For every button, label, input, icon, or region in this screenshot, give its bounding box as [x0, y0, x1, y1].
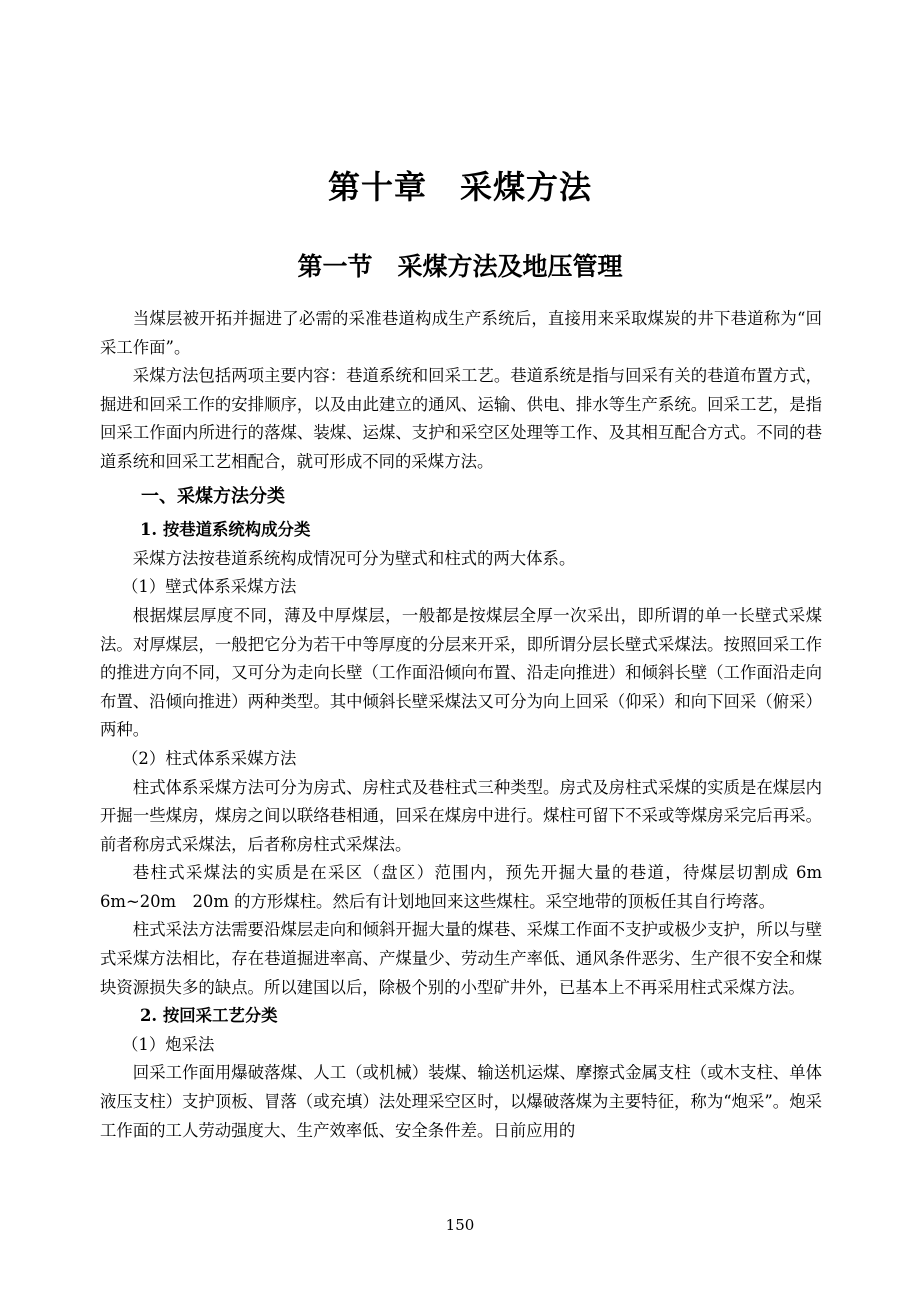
chapter-title: 第十章 采煤方法	[327, 168, 592, 206]
paragraph: 巷柱式采煤法的实质是在采区（盘区）范围内，预先开掘大量的巷道，待煤层切割成 6m 6m~20m 20m 的方形煤柱。然后有计划地回来这些煤柱。采空地带的顶板任其自行垮落。	[100, 863, 855, 911]
paragraph: 根据煤层厚度不同，薄及中厚煤层，一般都是按煤层全厚一次采出，即所谓的单一长壁式采煤法。对厚煤层，一般把它分为若干中等厚度的分层来开采，即所谓分层长壁式采煤法。按照回采工作的推进方向不同，又可分为走向长壁（工作面沿倾向布置、沿走向推进）和倾斜长壁（工作面沿走向布置、沿倾向推进）两种类型。其中倾斜长壁采煤法又可分为向上回采（仰采）和向下回采（俯采）两种。	[100, 605, 822, 740]
page-number: 150	[445, 1216, 475, 1234]
paragraph: 当煤层被开拓并掘进了必需的采准巷道构成生产系统后，直接用来采取煤炭的井下巷道称为“回采工作面”。	[100, 309, 822, 357]
paragraph: 柱式采法方法需要沿煤层走向和倾斜开掘大量的煤巷、采煤工作面不支护或极少支护，所以与壁式采煤方法相比，存在巷道掘进率高、产煤量少、劳动生产率低、通风条件恶劣、生产很不安全和煤块资源损失多的缺点。所以建国以后，除极个别的小型矿井外，已基本上不再采用柱式采煤方法。	[100, 920, 822, 997]
paragraph: 回采工作面用爆破落煤、人工（或机械）装煤、输送机运煤、摩擦式金属支柱（或木支柱、单体液压支柱）支护顶板、冒落（或充填）法处理采空区时，以爆破落煤为主要特征，称为“炮采”。炮采工作面的工人劳动强度大、生产效率低、安全条件差。日前应用的	[100, 1063, 822, 1140]
paragraph: 采煤方法按巷道系统构成情况可分为壁式和柱式的两大体系。	[132, 548, 576, 568]
paragraph: 采煤方法包括两项主要内容：巷道系统和回采工艺。巷道系统是指与回采有关的巷道布置方式，掘进和回采工作的安排顺序，以及由此建立的通风、运输、供电、排水等生产系统。回采工艺，是指回采工作面内所进行的落煤、装煤、运煤、支护和采空区处理等工作、及其相互配合方式。不同的巷道系统和回采工艺相配合，就可形成不同的采煤方法。	[100, 366, 822, 471]
body-text	[100, 305, 855, 1145]
heading-level-3: （1）壁式体系采煤方法	[122, 577, 297, 597]
heading-level-3: （1）炮采法	[122, 1034, 215, 1054]
paragraph: 柱式体系采煤方法可分为房式、房柱式及巷柱式三种类型。房式及房柱式采煤的实质是在煤层内开掘一些煤房，煤房之间以联络巷相通，回采在煤房中进行。煤柱可留下不采或等煤房采完后再采。前者称房式采煤法，后者称房柱式采煤法。	[100, 777, 822, 854]
heading-level-1: 一、采煤方法分类	[141, 485, 285, 507]
heading-level-2: 1. 按巷道系统构成分类	[140, 520, 311, 540]
heading-level-2: 2. 按回采工艺分类	[140, 1006, 278, 1026]
section-title: 第一节 采煤方法及地压管理	[297, 252, 623, 281]
heading-level-3: （2）柱式体系采媒方法	[122, 748, 297, 768]
